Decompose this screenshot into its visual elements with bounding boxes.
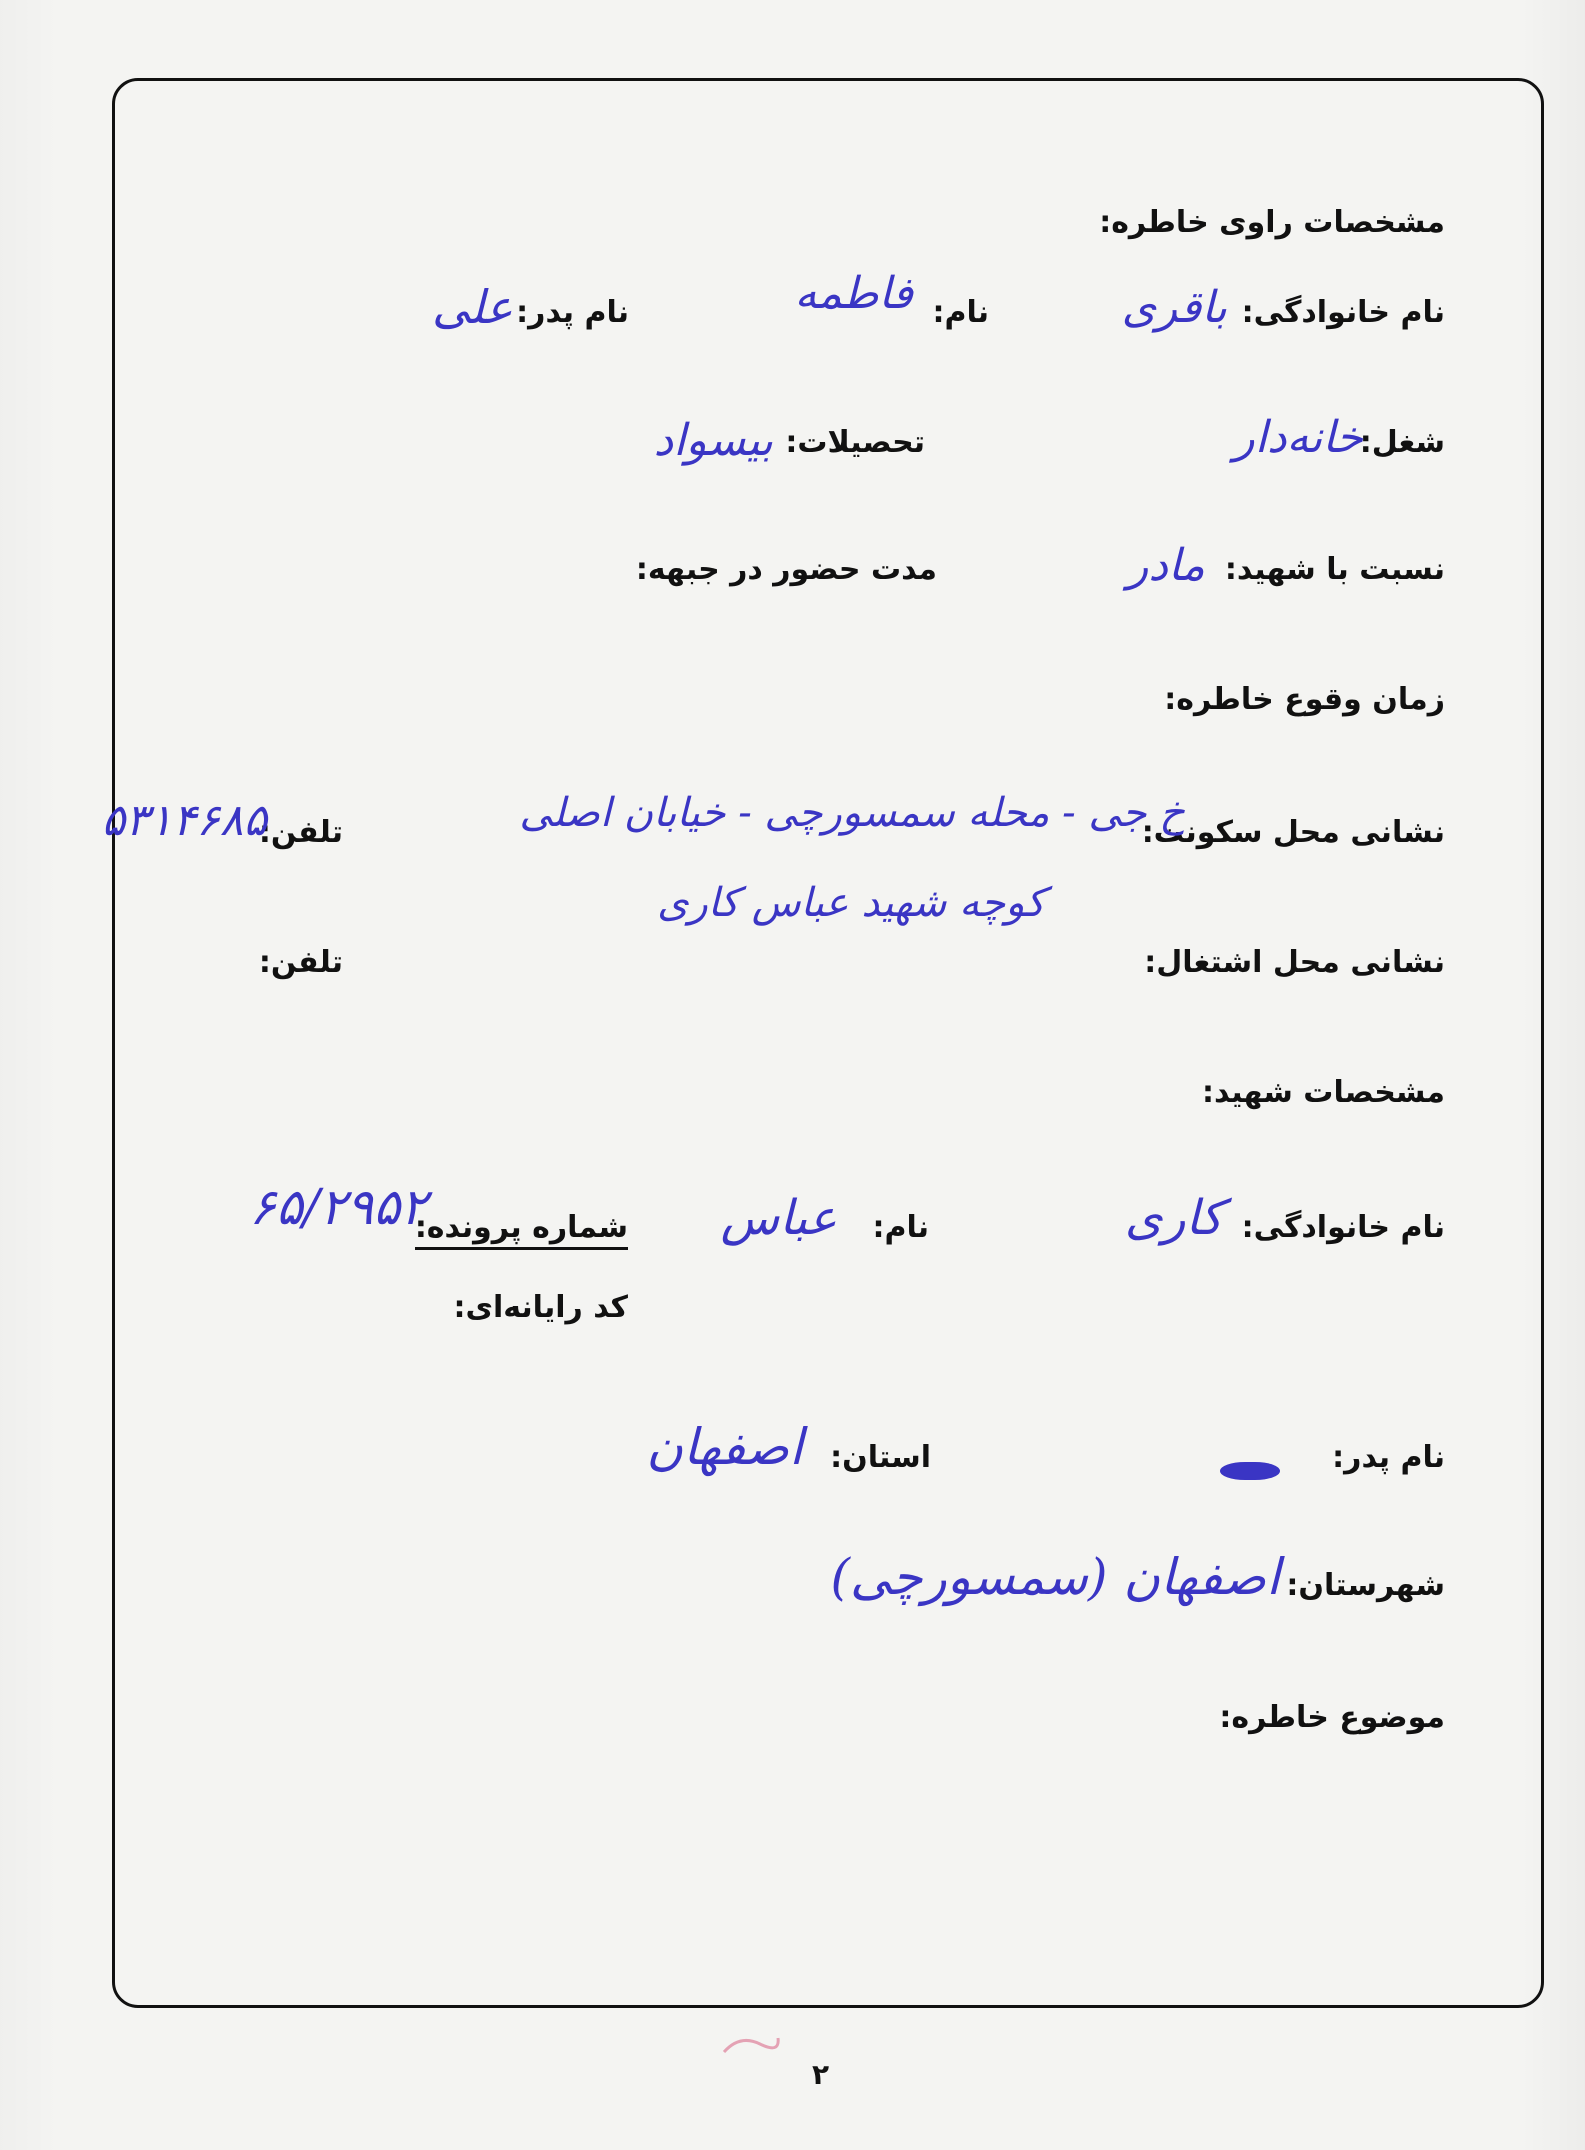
martyr-file-number-label: شماره پرونده: xyxy=(415,1210,628,1250)
narrator-phone-value: ۵۳۱۴۶۸۵ xyxy=(101,795,267,846)
narrator-address-label: نشانی محل سکونت: xyxy=(1141,815,1445,850)
narrator-last-name-value: باقری xyxy=(1121,282,1227,333)
martyr-file-number-value: ۶۵/۲۹۵۲ xyxy=(249,1178,427,1236)
martyr-heading: مشخصات شهید: xyxy=(1201,1075,1445,1110)
narrator-phone-label: تلفن: xyxy=(258,815,343,850)
scribbled-out-mark xyxy=(1220,1462,1280,1480)
martyr-city-label: شهرستان: xyxy=(1286,1568,1445,1603)
ink-smudge xyxy=(720,2030,780,2060)
martyr-province-label: استان: xyxy=(830,1440,931,1475)
martyr-first-name-label: نام: xyxy=(872,1210,929,1245)
narrator-education-value: بیسواد xyxy=(653,415,773,466)
martyr-first-name-value: عباس xyxy=(720,1190,837,1246)
martyr-province-value: اصفهان xyxy=(646,1418,803,1476)
narrator-relation-label: نسبت با شهید: xyxy=(1224,552,1445,587)
narrator-father-value: علی xyxy=(431,280,513,334)
narrator-work-address-label: نشانی محل اشتغال: xyxy=(1144,945,1445,980)
narrator-father-label: نام پدر: xyxy=(516,295,629,330)
page-number: ۲ xyxy=(812,2058,830,2091)
narrator-last-name-label: نام خانوادگی: xyxy=(1241,295,1445,330)
narrator-heading: مشخصات راوی خاطره: xyxy=(1099,205,1445,240)
narrator-job-label: شغل: xyxy=(1359,425,1445,460)
narrator-relation-value: مادر xyxy=(1127,540,1205,591)
narrator-first-name-label: نام: xyxy=(932,295,989,330)
narrator-work-phone-label: تلفن: xyxy=(258,945,343,980)
martyr-last-name-label: نام خانوادگی: xyxy=(1241,1210,1445,1245)
martyr-last-name-value: کاری xyxy=(1124,1190,1223,1246)
martyr-father-label: نام پدر: xyxy=(1332,1440,1445,1475)
martyr-city-value: اصفهان (سمسورچی) xyxy=(830,1548,1280,1606)
narrator-time-label: زمان وقوع خاطره: xyxy=(1164,682,1445,717)
martyr-computer-code-label: کد رایانه‌ای: xyxy=(453,1290,628,1325)
narrator-address-value-line1: خ جی - محله سمسورچی - خیابان اصلی xyxy=(519,790,1185,836)
narrator-front-duration-label: مدت حضور در جبهه: xyxy=(635,552,937,587)
narrator-address-value-line2: کوچه شهید عباس کاری xyxy=(657,880,1045,926)
topic-label: موضوع خاطره: xyxy=(1219,1700,1445,1735)
narrator-first-name-value: فاطمه xyxy=(794,268,913,319)
narrator-education-label: تحصیلات: xyxy=(785,425,925,460)
narrator-job-value: خانه‌دار xyxy=(1233,412,1363,463)
